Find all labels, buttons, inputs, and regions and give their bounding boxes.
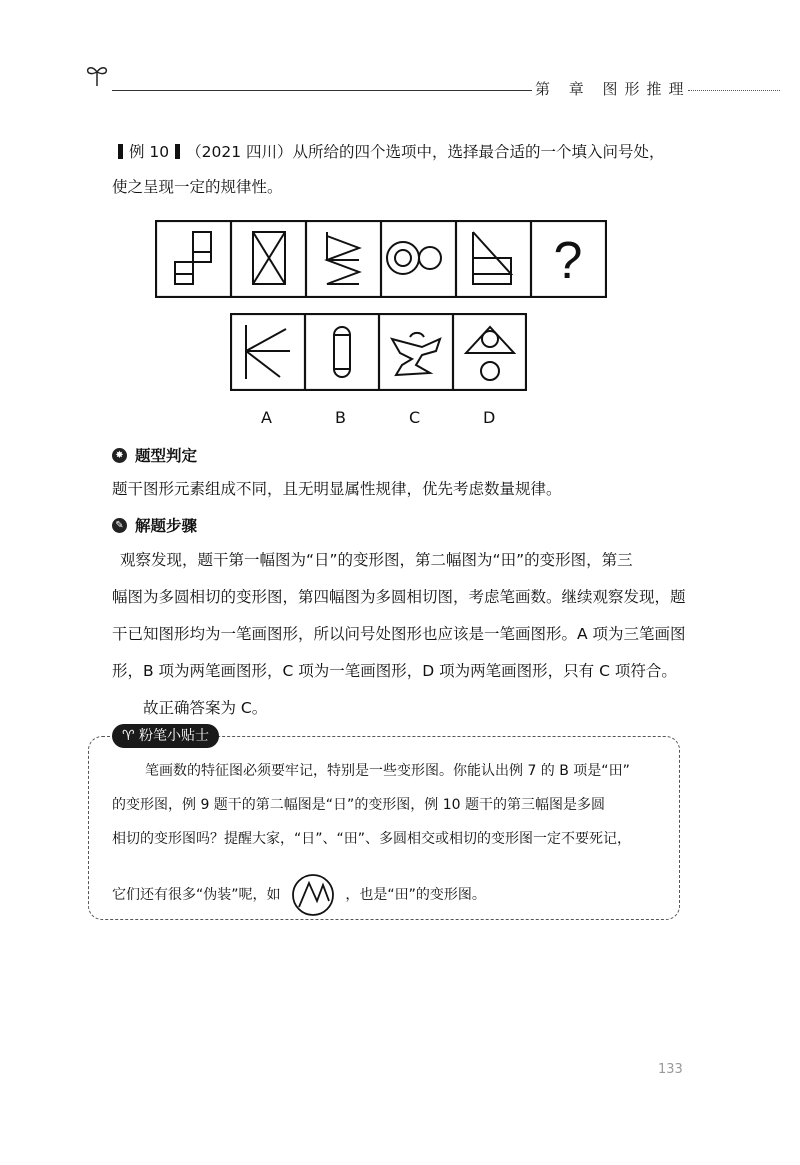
answer-line: 故正确答案为 C。 — [143, 699, 268, 717]
solution-line: 形，B 项为两笔画图形，C 项为一笔画图形，D 项为两笔画图形，只有 C 项符合。 — [112, 662, 677, 680]
figure-3-zigzag — [327, 232, 359, 284]
solution-line: 干已知图形均为一笔画图形，所以问号处图形也应该是一笔画图形。A 项为三笔画图 — [112, 625, 686, 643]
pencil-icon: ✎ — [112, 518, 127, 533]
solution-line: 观察发现，题干第一幅图为“日”的变形图，第二幅图为“田”的变形图，第三 — [120, 551, 633, 569]
section-question-type-text: 题干图形元素组成不同，且无明显属性规律，优先考虑数量规律。 — [112, 480, 562, 498]
gear-icon: ✸ — [112, 448, 127, 463]
sprout-icon: ♈ — [122, 728, 135, 744]
left-bar-mark — [118, 144, 123, 159]
option-figure-row — [230, 313, 527, 391]
example-label: 例 10 — [129, 143, 170, 161]
chapter-title: 第 章 图形推理 — [535, 80, 691, 98]
tip-line: 笔画数的特征图必须要牢记，特别是一些变形图。你能认出例 7 的 B 项是“田” — [145, 763, 630, 779]
tip-last-line — [112, 873, 486, 917]
question-figure-row — [155, 220, 607, 298]
tian-variant-figure — [291, 873, 335, 917]
header-dotted-rule — [688, 90, 780, 91]
option-label-d: D — [483, 408, 496, 427]
tip-line-text: 它们还有很多“伪装”呢，如 — [112, 887, 281, 903]
option-d-figure — [466, 327, 514, 380]
solution-line: 幅图为多圆相切的变形图，第四幅图为多圆相切图，考虑笔画数。继续观察发现，题 — [112, 588, 686, 606]
tip-line: 相切的变形图吗？提醒大家，“日”、“田”、多圆相交或相切的变形图一定不要死记， — [112, 831, 632, 847]
sprout-icon — [84, 62, 110, 92]
figure-5-triangle-box — [473, 232, 511, 284]
page-number: 133 — [658, 1062, 683, 1077]
tip-line: 的变形图，例 9 题干的第二幅图是“日”的变形图，例 10 题干的第三幅图是多圆 — [112, 797, 606, 813]
option-b-figure — [334, 327, 350, 377]
option-label-a: A — [261, 408, 272, 427]
question-mark: ? — [553, 232, 583, 290]
section-title: 题型判定 — [135, 447, 198, 465]
tip-line-text: ，也是“田”的变形图。 — [345, 887, 486, 903]
figure-1-stacked-squares — [175, 232, 211, 284]
option-a-figure — [246, 325, 290, 379]
question-text-line2: 使之呈现一定的规律性。 — [112, 178, 283, 196]
figure-2-hourglass — [253, 232, 285, 284]
tip-tag-label: 粉笔小贴士 — [139, 728, 210, 744]
option-c-figure — [392, 333, 440, 375]
question-header — [112, 140, 665, 162]
header-rule — [112, 90, 532, 91]
question-text: （2021 四川）从所给的四个选项中，选择最合适的一个填入问号处， — [186, 143, 665, 161]
option-label-c: C — [409, 408, 421, 427]
figure-4-tangent-circles — [387, 242, 441, 274]
section-title: 解题步骤 — [135, 517, 198, 535]
section-question-type — [112, 444, 197, 466]
section-solution-steps — [112, 514, 197, 536]
right-bar-mark — [175, 144, 180, 159]
tip-tag — [112, 724, 219, 748]
option-label-b: B — [335, 408, 346, 427]
